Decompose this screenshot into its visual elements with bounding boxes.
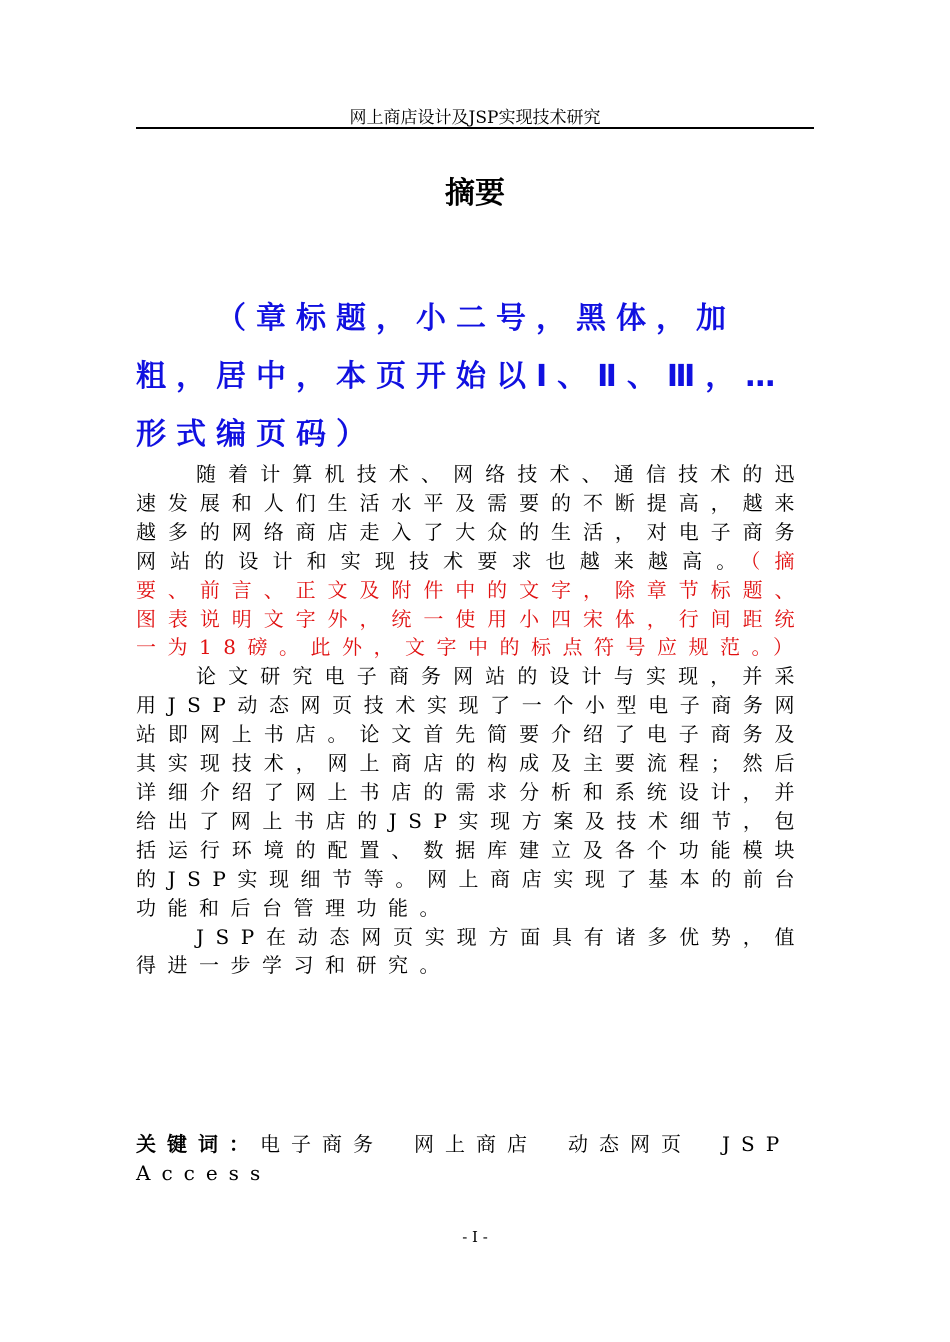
keywords-separator: ： — [229, 1132, 260, 1156]
keyword-item: 电子商务 — [260, 1132, 384, 1156]
header-rule — [136, 127, 814, 129]
paragraph-1-text: 随着计算机技术、网络技术、通信技术的迅速发展和人们生活水平及需要的不断提高，越来越多的网络商店走入了大众的生活，对电子商务网站的设计和实现技术要求也越来越高。 — [136, 462, 806, 573]
running-header: 网上商店设计及JSP实现技术研究 — [349, 108, 601, 128]
page-title: 摘要 — [445, 176, 505, 211]
keywords-label: 关键词 — [136, 1132, 229, 1156]
chapter-title-instruction: （章标题，小二号，黑体，加粗，居中，本页开始以Ⅰ、Ⅱ、Ⅲ，…形式编页码） — [136, 301, 786, 452]
abstract-paragraph-3: JSP在动态网页实现方面具有诸多优势，值得进一步学习和研究。 — [136, 924, 806, 978]
abstract-paragraph-1 — [136, 460, 806, 662]
abstract-paragraph-2: 论文研究电子商务网站的设计与实现，并采用JSP动态网页技术实现了一个小型电子商务网站即网上书店。论文首先简要介绍了电子商务及其实现技术，网上商店的构成及主要流程；然后详细介绍了网上书店的需求分析和系统设计，并给出了网上书店的JSP实现方案及技术细节，包括运行环境的配置、数据库建立及各个功能模块的JSP实现细节等。网上商店实现了基本的前台功能和后台管理功能。 — [136, 664, 806, 920]
page-number: - I - — [462, 1228, 488, 1246]
formatting-note: （摘要、前言、正文及附件中的文字，除章节标题、图表说明文字外，统一使用小四宋体，行间距统一为18磅。此外，文字中的标点符号应规范。） — [136, 548, 807, 660]
keyword-item: 动态网页 — [568, 1132, 692, 1156]
keyword-item: 网上商店 — [414, 1132, 538, 1156]
keyword-item: JSP — [722, 1132, 791, 1156]
keywords-line — [136, 1130, 806, 1188]
keyword-item: Access — [136, 1161, 272, 1185]
abstract-body — [136, 460, 806, 980]
